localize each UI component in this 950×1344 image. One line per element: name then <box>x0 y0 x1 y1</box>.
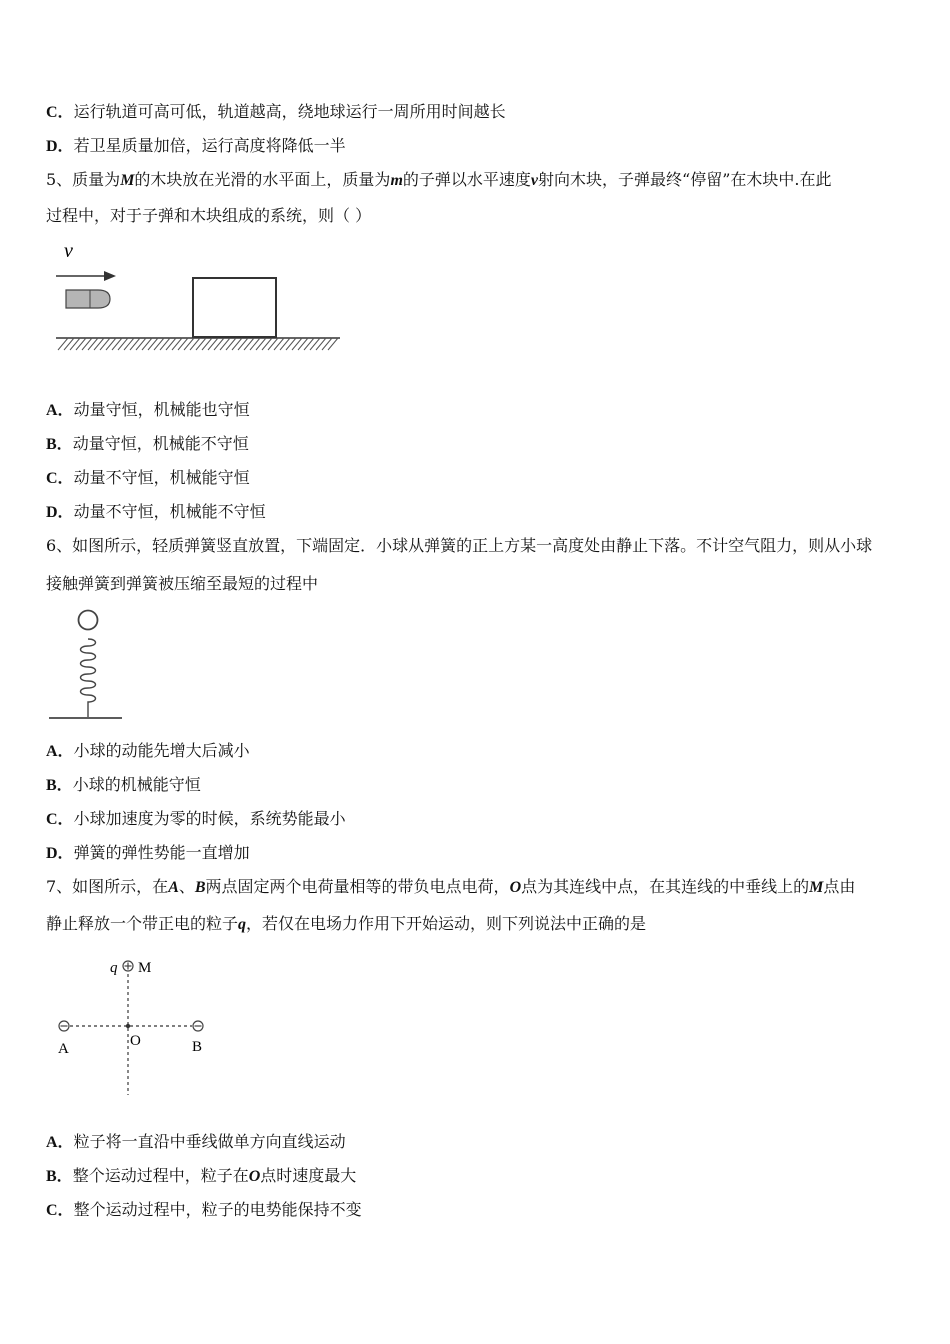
option-text: 动量守恒，机械能不守恒 <box>72 434 249 453</box>
q5-option-c <box>46 468 250 489</box>
option-label: D． <box>46 138 74 155</box>
q6-spring-ball-figure <box>46 605 136 725</box>
velocity-label: v <box>64 240 73 262</box>
q6-option-a <box>46 741 250 762</box>
option-label: A． <box>46 402 74 419</box>
q6-option-d <box>46 843 250 864</box>
option-text: 小球的动能先增大后减小 <box>73 741 250 760</box>
option-text: 粒子将一直沿中垂线做单方向直线运动 <box>73 1132 346 1151</box>
text: 点为其连线中点，在其连线的中垂线上的 <box>521 877 810 896</box>
q4-option-c <box>46 102 506 123</box>
q5-stem-line1 <box>46 170 831 191</box>
q7-stem-line2 <box>46 914 646 935</box>
text: 7、如图所示，在 <box>46 877 169 896</box>
option-label: C． <box>46 1202 74 1219</box>
q7-stem-line1 <box>46 877 855 898</box>
text: 射向木块，子弹最终“停留”在木块中.在此 <box>538 170 832 189</box>
option-text: 整个运动过程中，粒子在 <box>72 1166 249 1185</box>
option-label: B． <box>46 777 73 794</box>
text: 的木块放在光滑的水平面上，质量为 <box>134 170 391 189</box>
option-label: D． <box>46 504 74 521</box>
bullet <box>66 290 110 308</box>
point-b-label: B <box>192 1039 203 1055</box>
text: 点由 <box>823 877 856 896</box>
point-m-label: M <box>138 960 152 976</box>
wooden-block <box>193 278 276 337</box>
var-O: O <box>248 1168 261 1185</box>
q7-option-a <box>46 1132 346 1153</box>
q5-stem-line2: 过程中，对于子弹和木块组成的系统，则（ ） <box>46 206 372 225</box>
q6-option-b <box>46 775 201 796</box>
option-label: A． <box>46 1134 74 1151</box>
var-v: v <box>530 172 539 189</box>
text: ，若仅在电场力作用下开始运动，则下列说法中正确的是 <box>246 914 647 933</box>
option-text: 弹簧的弹性势能一直增加 <box>73 843 250 862</box>
text: 5、质量为 <box>46 170 121 189</box>
option-text: 若卫星质量加倍，运行高度将降低一半 <box>73 136 346 155</box>
arrowhead-icon <box>104 271 116 281</box>
option-label: D． <box>46 845 74 862</box>
var-B: B <box>194 879 206 896</box>
text: 的子弹以水平速度 <box>402 170 531 189</box>
charge-q-label: q <box>110 960 118 976</box>
midpoint-o <box>126 1024 130 1028</box>
var-q: q <box>238 916 247 933</box>
text: 、 <box>178 877 195 896</box>
option-text: 动量不守恒，机械能守恒 <box>73 468 250 487</box>
option-text: 动量守恒，机械能也守恒 <box>73 400 250 419</box>
q6-stem-line2: 接触弹簧到弹簧被压缩至最短的过程中 <box>46 574 319 593</box>
q6-stem-line1: 6、如图所示，轻质弹簧竖直放置，下端固定．小球从弹簧的正上方某一高度处由静止下落。不计空气阻力，则从小球 <box>46 536 873 555</box>
option-label: B． <box>46 436 73 453</box>
option-text: 小球加速度为零的时候，系统势能最小 <box>73 809 346 828</box>
ball <box>79 611 98 630</box>
q6-option-c <box>46 809 346 830</box>
q4-option-d <box>46 136 346 157</box>
var-M: M <box>120 172 135 189</box>
text: 两点固定两个电荷量相等的带负电点电荷， <box>205 877 510 896</box>
q7-option-c <box>46 1200 362 1221</box>
var-O: O <box>509 879 522 896</box>
point-o-label: O <box>130 1033 141 1049</box>
q7-charges-figure <box>50 950 220 1100</box>
option-text: 点时速度最大 <box>260 1166 357 1185</box>
option-text: 运行轨道可高可低，轨道越高，绕地球运行一周所用时间越长 <box>73 102 506 121</box>
option-text: 小球的机械能守恒 <box>72 775 201 794</box>
q5-option-a <box>46 400 250 421</box>
option-label: C． <box>46 811 74 828</box>
var-m: m <box>390 172 403 189</box>
text: 静止释放一个带正电的粒子 <box>46 914 239 933</box>
point-a-label: A <box>58 1041 69 1057</box>
q7-option-b <box>46 1166 356 1187</box>
var-A: A <box>168 879 179 896</box>
q5-option-d <box>46 502 266 523</box>
spring-coil <box>81 639 96 717</box>
ground-hatch <box>58 338 338 350</box>
option-text: 整个运动过程中，粒子的电势能保持不变 <box>73 1200 362 1219</box>
option-label: B． <box>46 1168 73 1185</box>
option-label: C． <box>46 104 74 121</box>
option-label: A． <box>46 743 74 760</box>
var-M: M <box>809 879 824 896</box>
option-label: C． <box>46 470 74 487</box>
q5-bullet-block-figure <box>50 238 350 358</box>
option-text: 动量不守恒，机械能不守恒 <box>73 502 266 521</box>
q5-option-b <box>46 434 249 455</box>
